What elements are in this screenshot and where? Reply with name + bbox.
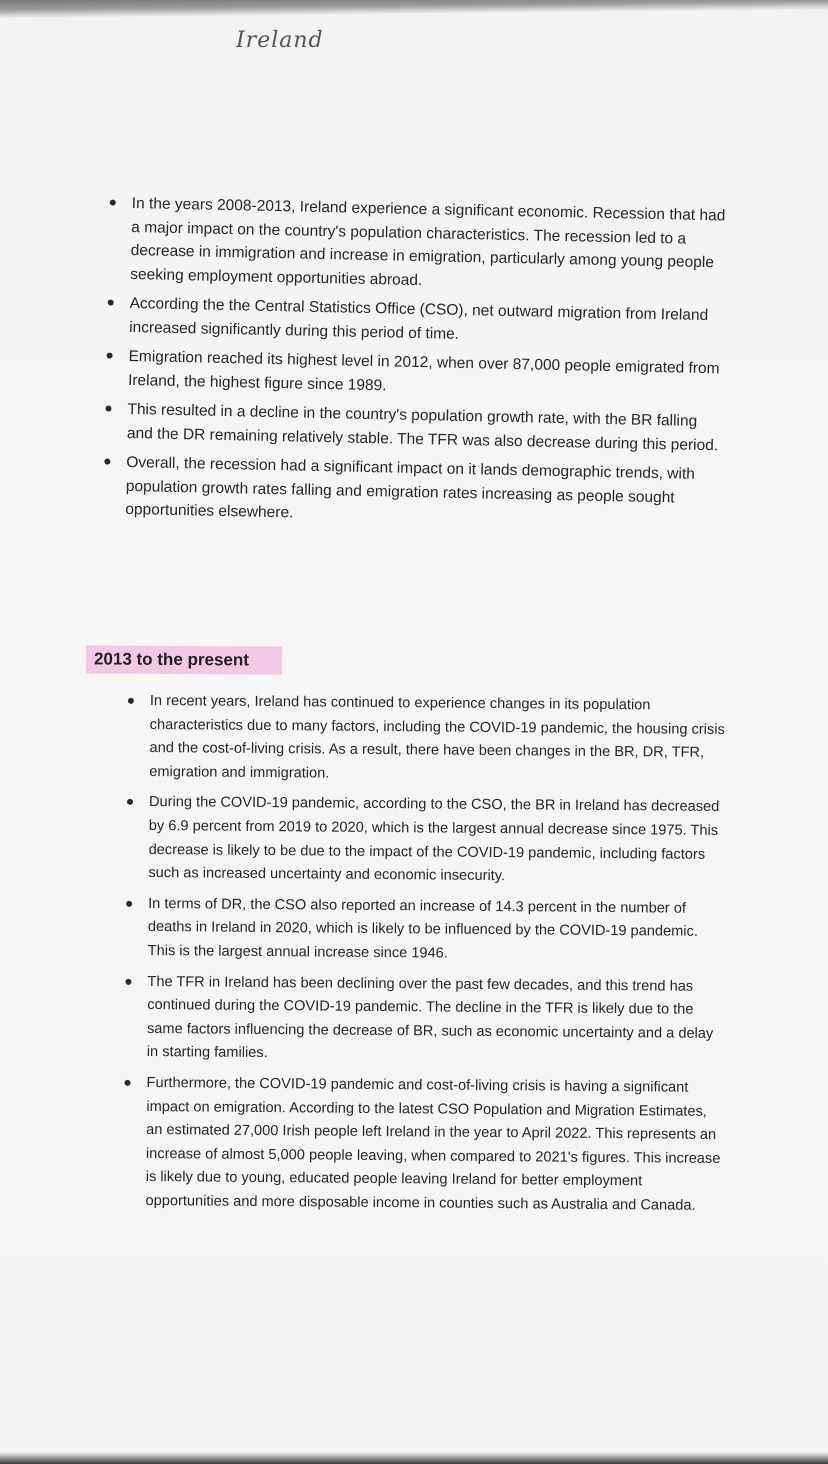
list-item: In terms of DR, the CSO also reported an increase of 14.3 percent in the number of deaths in Ireland in 2020, which is likely to be influenced by the COVID-19 pandemic. This is the largest annual increase since 1946. [148, 893, 729, 969]
bullet-icon [110, 200, 116, 206]
bullet-icon [125, 1080, 131, 1086]
page-bottom-shadow [0, 1452, 828, 1464]
section-recession [125, 192, 732, 540]
list-item: The TFR in Ireland has been declining over the past few decades, and this trend has continued during the COVID-19 pandemic. The decline in the TFR is likely due to the same factors influencing the decrease of BR, such as economic uncertainty and a delay in starting families. [147, 971, 728, 1070]
section-present [145, 690, 730, 1226]
list-item: This resulted in a decline in the country's population growth rate, with the BR falling and the DR remaining relatively stable. The TFR was also decrease during this period. [127, 398, 728, 458]
handwritten-note: Ireland [236, 28, 324, 53]
bullet-icon [127, 799, 133, 805]
list-item: Furthermore, the COVID-19 pandemic and cost-of-living crisis is having a significant impact on emigration. According to the latest CSO Population and Migration Estimates, an estimated 27,000 Irish people left Ireland in the year to April 2022. This represents an increase of almost 5,000 people leaving, when compared to 2021's figures. This increase is likely due to young, educated people leaving Ireland for better employment opportunities and more disposable income in counties such as Australia and Canada. [145, 1072, 726, 1219]
bullet-icon [125, 978, 131, 984]
bullet-icon [128, 698, 134, 704]
list-item: During the COVID-19 pandemic, according to the CSO, the BR in Ireland has decreased by 6.9 percent from 2019 to 2020, which is the largest annual decrease since 1975. This decrease is likely to be due to the impact of the COVID-19 pandemic, including factors such as increased uncertainty and economic insecurity. [148, 791, 729, 890]
list-item: Emigration reached its highest level in 2012, when over 87,000 people emigrated from Ireland, the highest figure since 1989. [128, 345, 729, 405]
list-item: In the years 2008-2013, Ireland experience a significant economic. Recession that had a major impact on the country's population characteristics. The recession led to a decrease in immigration and increase in emigration, particularly among young people seeking employment opportunities abroad. [130, 192, 732, 299]
list-item: Overall, the recession had a significant impact on it lands demographic trends, with population growth rates falling and emigration rates increasing as people sought opportunities elsewhere. [125, 451, 726, 534]
bullet-icon [104, 458, 110, 464]
section-heading: 2013 to the present [86, 645, 282, 674]
bullet-icon [105, 405, 111, 411]
bullet-icon [126, 901, 132, 907]
list-item: In recent years, Ireland has continued to experience changes in its population characteristics due to many factors, including the COVID-19 pandemic, the housing crisis and the cost-of-living crisis. As a result, there have been changes in the BR, DR, TFR, emigration and immigration. [149, 690, 730, 789]
page-top-shadow [0, 0, 828, 19]
bullet-icon [108, 300, 114, 306]
bullet-icon [107, 353, 113, 359]
list-item: According the the Central Statistics Office (CSO), net outward migration from Ireland increased significantly during this period of time. [129, 292, 730, 352]
